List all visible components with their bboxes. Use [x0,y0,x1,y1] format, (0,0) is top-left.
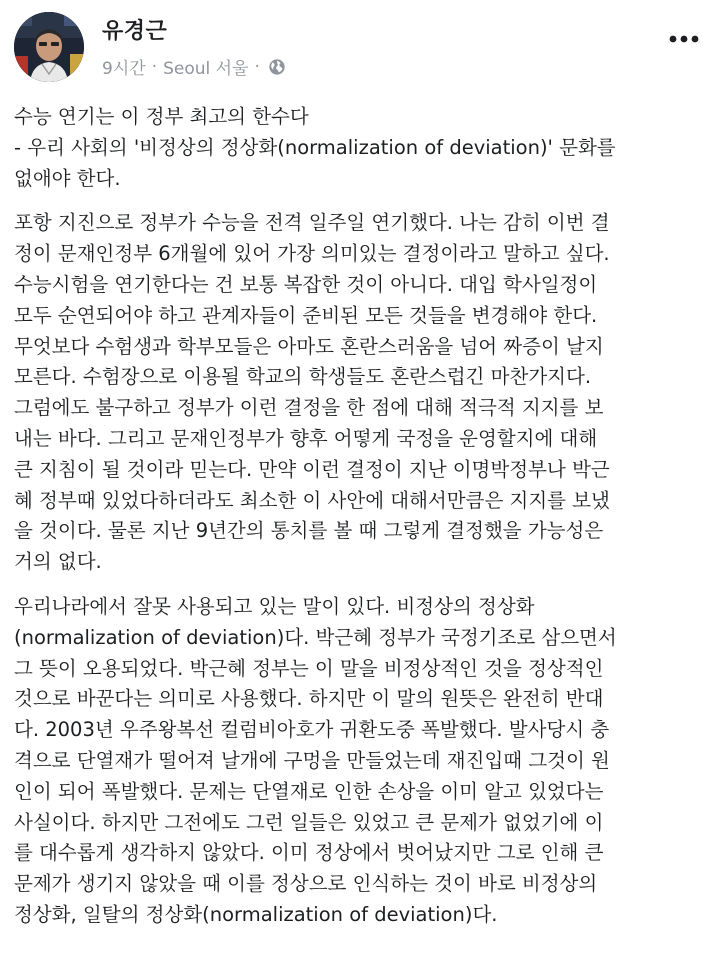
text-line: 문제가 생기지 않았을 때 이를 정상으로 인식하는 것이 바로 비정상의 [14,872,598,896]
more-dots-icon [664,24,704,54]
text-line: 격으로 단열재가 떨어져 날개에 구멍을 만들었는데 재진입때 그것이 원 [14,748,610,772]
profile-photo-icon [14,12,84,82]
post-paragraph-earthquake [14,208,714,578]
text-line: 를 대수롭게 생각하지 않았다. 이미 정상에서 벗어났지만 그로 인해 큰 [14,841,604,865]
text-line: 모른다. 수험장으로 이용될 학교의 학생들도 혼란스럽긴 마찬가지다. [14,365,592,389]
post-time[interactable]: 9시간 [102,59,146,79]
text-line: 거의 없다. [14,550,102,574]
text-line: 혜 정부때 있었다하더라도 최소한 이 사안에 대해서만큼은 지지를 보냈 [14,488,610,512]
text-line: 큰 지침이 될 것이라 믿는다. 만약 이런 결정이 지난 이명박정부나 박근 [14,457,610,481]
text-line: 우리나라에서 잘못 사용되고 있는 말이 있다. 비정상의 정상화 [14,594,535,618]
text-line: 없애야 한다. [14,166,121,190]
text-line: (normalization of deviation)다. 박근혜 정부가 국정기조로 삼으면서 [14,625,617,649]
text-line: 그럼에도 불구하고 정부가 이런 결정을 한 점에 대해 적극적 지지를 보 [14,396,604,420]
text-line: 사실이다. 하지만 그전에도 그런 일들은 있었고 큰 문제가 없었기에 이 [14,810,604,834]
meta-separator: · [254,56,260,77]
post-paragraph-deviation [14,592,714,931]
globe-icon[interactable] [268,58,286,76]
text-line: 정이 문재인정부 6개월에 있어 가장 의미있는 결정이라고 말하고 싶다. [14,242,610,266]
text-line: 다. 2003년 우주왕복선 컬럼비아호가 귀환도중 폭발했다. 발사당시 충 [14,718,610,742]
text-line: - 우리 사회의 '비정상의 정상화(normalization of deviation)' 문화를 [14,135,616,159]
text-line: 인이 되어 폭발했다. 문제는 단열재로 인한 손상을 이미 알고 있었다는 [14,779,604,803]
author-name[interactable]: 유경근 [102,19,168,44]
post-header [0,0,720,96]
text-line: 포항 지진으로 정부가 수능을 전격 일주일 연기했다. 나는 감히 이번 결 [14,211,610,235]
more-options-button[interactable] [664,24,704,54]
author-avatar[interactable] [14,12,84,82]
post-paragraph-intro [14,102,714,194]
post-body [14,102,714,945]
text-line: 것으로 바꾼다는 의미로 사용했다. 하지만 이 말의 원뜻은 완전히 반대 [14,687,604,711]
text-line: 정상화, 일탈의 정상화(normalization of deviation)다. [14,902,498,926]
post-meta [102,54,286,79]
text-line: 모두 순연되어야 하고 관계자들이 준비된 모든 것들을 변경해야 한다. [14,303,598,327]
text-line: 수능 연기는 이 정부 최고의 한수다 [14,105,309,128]
meta-separator: · [151,56,158,77]
text-line: 무엇보다 수험생과 학부모들은 아마도 혼란스러움을 넘어 짜증이 날지 [14,334,604,358]
text-line: 수능시험을 연기한다는 건 보통 복잡한 것이 아니다. 대입 학사일정이 [14,272,598,296]
post-location[interactable]: Seoul 서울 [163,59,249,79]
text-line: 을 것이다. 물론 지난 9년간의 통치를 볼 때 그렇게 결정했을 가능성은 [14,519,604,543]
text-line: 그 뜻이 오용되었다. 박근혜 정부는 이 말을 비정상적인 것을 정상적인 [14,656,604,680]
text-line: 내는 바다. 그리고 문재인정부가 향후 어떻게 국정을 운영할지에 대해 [14,426,598,450]
